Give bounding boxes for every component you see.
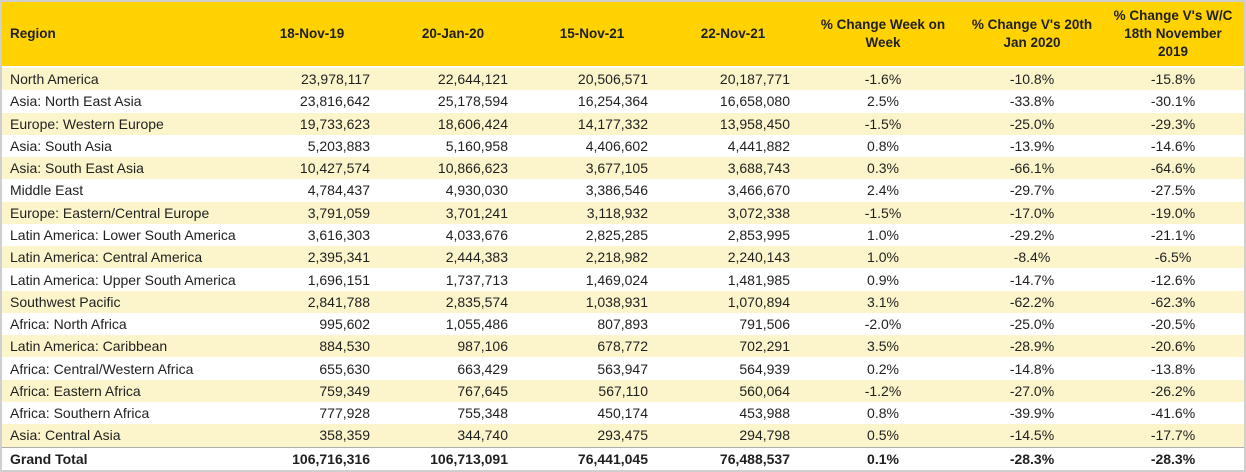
pct-cell: 2.5% [867, 93, 899, 110]
region-cell: Grand Total [2, 447, 240, 470]
value-cell: 560,064 [662, 380, 804, 402]
value-cell: 14,177,332 [522, 113, 662, 135]
value-cell: 759,349 [240, 380, 384, 402]
value-cell: 884,530 [240, 335, 384, 357]
value-cell: 23,978,117 [240, 67, 384, 90]
value-cell: 563,947 [597, 360, 648, 377]
pct-cell: -25.0% [962, 113, 1102, 135]
value-cell: 4,441,882 [727, 137, 790, 154]
value-cell: 4,930,030 [445, 182, 508, 199]
pct-cell: -14.6% [1150, 137, 1196, 154]
pct-cell: -8.4% [962, 246, 1102, 268]
value-cell: 19,733,623 [240, 113, 384, 135]
pct-cell: -29.3% [1102, 113, 1244, 135]
table-row [2, 224, 1244, 246]
value-cell: 16,254,364 [577, 93, 648, 110]
pct-cell: 0.3% [804, 157, 962, 179]
table-row [2, 135, 1244, 157]
value-cell: 453,988 [739, 405, 790, 422]
value-cell: 3,118,932 [522, 202, 662, 224]
region-cell: Asia: Central Asia [2, 424, 240, 447]
value-cell: 995,602 [319, 316, 370, 333]
pct-cell: -19.0% [1102, 202, 1244, 224]
value-cell: 294,798 [662, 424, 804, 447]
value-cell: 2,395,341 [240, 246, 384, 268]
table-row [2, 202, 1244, 224]
pct-cell: -6.5% [1102, 246, 1244, 268]
column-header-pct-week-on-week: % Change Week on Week [804, 2, 962, 67]
pct-cell: 3.5% [804, 335, 962, 357]
value-cell: 702,291 [662, 335, 804, 357]
table-row [2, 90, 1244, 112]
value-cell: 1,038,931 [522, 291, 662, 313]
value-cell: 16,658,080 [719, 93, 790, 110]
value-cell: 10,427,574 [240, 157, 384, 179]
pct-cell: -1.5% [804, 202, 962, 224]
value-cell: 450,174 [597, 405, 648, 422]
column-header-date-18-nov-19: 18-Nov-19 [240, 2, 384, 67]
table-body [2, 67, 1244, 470]
column-header-date-15-nov-21: 15-Nov-21 [522, 2, 662, 67]
value-cell: 25,178,594 [437, 93, 508, 110]
pct-cell: -20.6% [1102, 335, 1244, 357]
pct-cell: 1.0% [867, 227, 899, 243]
value-cell: 3,677,105 [522, 157, 662, 179]
pct-cell: -2.0% [864, 316, 902, 333]
region-cell: Africa: Southern Africa [10, 405, 150, 422]
pct-cell: -14.8% [1009, 360, 1055, 377]
pct-cell: -15.8% [1102, 67, 1244, 90]
value-cell: 755,348 [457, 405, 508, 422]
pct-cell: -33.8% [1009, 93, 1055, 110]
value-cell: 2,240,143 [662, 246, 804, 268]
value-cell: 678,772 [522, 335, 662, 357]
region-cell: Latin America: Lower South America [10, 227, 236, 243]
pct-cell: -17.7% [1102, 424, 1244, 447]
pct-cell: -62.3% [1102, 291, 1244, 313]
pct-cell: -66.1% [962, 157, 1102, 179]
pct-cell: -25.0% [1009, 316, 1055, 333]
value-cell: 987,106 [384, 335, 522, 357]
pct-cell: 0.1% [804, 447, 962, 470]
pct-cell: 0.8% [867, 137, 899, 154]
table-row [2, 335, 1244, 357]
pct-cell: -29.2% [1009, 227, 1055, 243]
pct-cell: -64.6% [1102, 157, 1244, 179]
pct-cell: -28.3% [962, 447, 1102, 470]
value-cell: 5,160,958 [445, 137, 508, 154]
value-cell: 4,784,437 [307, 182, 370, 199]
table-header [2, 2, 1244, 67]
value-cell: 1,055,486 [445, 316, 508, 333]
table-row [2, 424, 1244, 447]
pct-cell: -12.6% [1150, 271, 1196, 288]
pct-cell: 0.9% [867, 271, 899, 288]
table-row [2, 246, 1244, 268]
value-cell: 777,928 [319, 405, 370, 422]
value-cell: 10,866,623 [384, 157, 522, 179]
value-cell: 76,441,045 [522, 447, 662, 470]
value-cell: 3,616,303 [307, 227, 370, 243]
value-cell: 2,841,788 [240, 291, 384, 313]
pct-cell: 0.8% [867, 405, 899, 422]
value-cell: 655,630 [319, 360, 370, 377]
pct-cell: 3.1% [804, 291, 962, 313]
value-cell: 2,853,995 [727, 227, 790, 243]
region-cell: Asia: South Asia [10, 137, 112, 154]
column-header-region: Region [2, 2, 240, 67]
column-header-date-20-jan-20: 20-Jan-20 [384, 2, 522, 67]
value-cell: 1,737,713 [445, 271, 508, 288]
value-cell: 2,218,982 [522, 246, 662, 268]
value-cell: 2,835,574 [384, 291, 522, 313]
pct-cell: 0.2% [867, 360, 899, 377]
region-cell: Europe: Western Europe [2, 113, 240, 135]
region-cell: Africa: North Africa [10, 316, 127, 333]
value-cell: 1,481,985 [727, 271, 790, 288]
header-row [2, 2, 1244, 67]
value-cell: 3,072,338 [662, 202, 804, 224]
region-cell: Latin America: Central America [2, 246, 240, 268]
region-cell: Asia: South East Asia [2, 157, 240, 179]
value-cell: 1,696,151 [307, 271, 370, 288]
pct-cell: 2.4% [867, 182, 899, 199]
pct-cell: -13.9% [1009, 137, 1055, 154]
pct-cell: -28.9% [962, 335, 1102, 357]
column-header-date-22-nov-21: 22-Nov-21 [662, 2, 804, 67]
pct-cell: -27.0% [962, 380, 1102, 402]
value-cell: 807,893 [597, 316, 648, 333]
value-cell: 3,791,059 [240, 202, 384, 224]
value-cell: 5,203,883 [307, 137, 370, 154]
value-cell: 344,740 [384, 424, 522, 447]
table-row [2, 157, 1244, 179]
region-cell: Southwest Pacific [2, 291, 240, 313]
pct-cell: -39.9% [1009, 405, 1055, 422]
region-cell: Africa: Central/Western Africa [10, 360, 194, 377]
table-row [2, 291, 1244, 313]
region-cell: Europe: Eastern/Central Europe [2, 202, 240, 224]
pct-cell: -1.2% [804, 380, 962, 402]
pct-cell: -28.3% [1102, 447, 1244, 470]
value-cell: 564,939 [739, 360, 790, 377]
region-cell: Latin America: Upper South America [10, 271, 236, 288]
value-cell: 3,701,241 [384, 202, 522, 224]
pct-cell: -14.7% [1009, 271, 1055, 288]
pct-cell: -1.6% [804, 67, 962, 90]
value-cell: 4,406,602 [585, 137, 648, 154]
pct-cell: 1.0% [804, 246, 962, 268]
table-row [2, 313, 1244, 335]
value-cell: 23,816,642 [299, 93, 370, 110]
pct-cell: -17.0% [962, 202, 1102, 224]
pct-cell: -10.8% [962, 67, 1102, 90]
value-cell: 18,606,424 [384, 113, 522, 135]
grand-total-row [2, 447, 1244, 470]
value-cell: 3,386,546 [585, 182, 648, 199]
region-cell: Latin America: Caribbean [2, 335, 240, 357]
value-cell: 663,429 [457, 360, 508, 377]
pct-cell: -20.5% [1150, 316, 1196, 333]
column-header-pct-vs-wc-18th-nov-2019: % Change V's W/C 18th November 2019 [1102, 2, 1244, 67]
region-capacity-table [2, 2, 1244, 470]
value-cell: 20,506,571 [522, 67, 662, 90]
region-cell: Middle East [10, 182, 84, 199]
value-cell: 3,688,743 [662, 157, 804, 179]
value-cell: 106,713,091 [384, 447, 522, 470]
table-row [2, 268, 1244, 290]
value-cell: 2,444,383 [384, 246, 522, 268]
pct-cell: -30.1% [1150, 93, 1196, 110]
value-cell: 76,488,537 [662, 447, 804, 470]
value-cell: 13,958,450 [662, 113, 804, 135]
pct-cell: -1.5% [804, 113, 962, 135]
value-cell: 1,070,894 [662, 291, 804, 313]
table-row [2, 380, 1244, 402]
value-cell: 20,187,771 [662, 67, 804, 90]
column-header-pct-vs-20th-jan-2020: % Change V's 20th Jan 2020 [962, 2, 1102, 67]
table-row [2, 357, 1244, 379]
value-cell: 567,110 [522, 380, 662, 402]
region-cell: Asia: North East Asia [10, 93, 142, 110]
value-cell: 4,033,676 [445, 227, 508, 243]
value-cell: 1,469,024 [585, 271, 648, 288]
value-cell: 358,359 [240, 424, 384, 447]
pct-cell: -41.6% [1150, 405, 1196, 422]
value-cell: 106,716,316 [240, 447, 384, 470]
pct-cell: -26.2% [1102, 380, 1244, 402]
pct-cell: -27.5% [1150, 182, 1196, 199]
value-cell: 767,645 [384, 380, 522, 402]
table-row [2, 402, 1244, 424]
pct-cell: -29.7% [1009, 182, 1055, 199]
pct-cell: -13.8% [1150, 360, 1196, 377]
table-row [2, 67, 1244, 90]
value-cell: 2,825,285 [585, 227, 648, 243]
region-cell: North America [2, 67, 240, 90]
table-row [2, 179, 1244, 201]
pct-cell: -14.5% [962, 424, 1102, 447]
pct-cell: -62.2% [962, 291, 1102, 313]
region-cell: Africa: Eastern Africa [2, 380, 240, 402]
value-cell: 3,466,670 [727, 182, 790, 199]
value-cell: 22,644,121 [384, 67, 522, 90]
table-row [2, 113, 1244, 135]
value-cell: 293,475 [522, 424, 662, 447]
pct-cell: -21.1% [1150, 227, 1196, 243]
pct-cell: 0.5% [804, 424, 962, 447]
value-cell: 791,506 [739, 316, 790, 333]
